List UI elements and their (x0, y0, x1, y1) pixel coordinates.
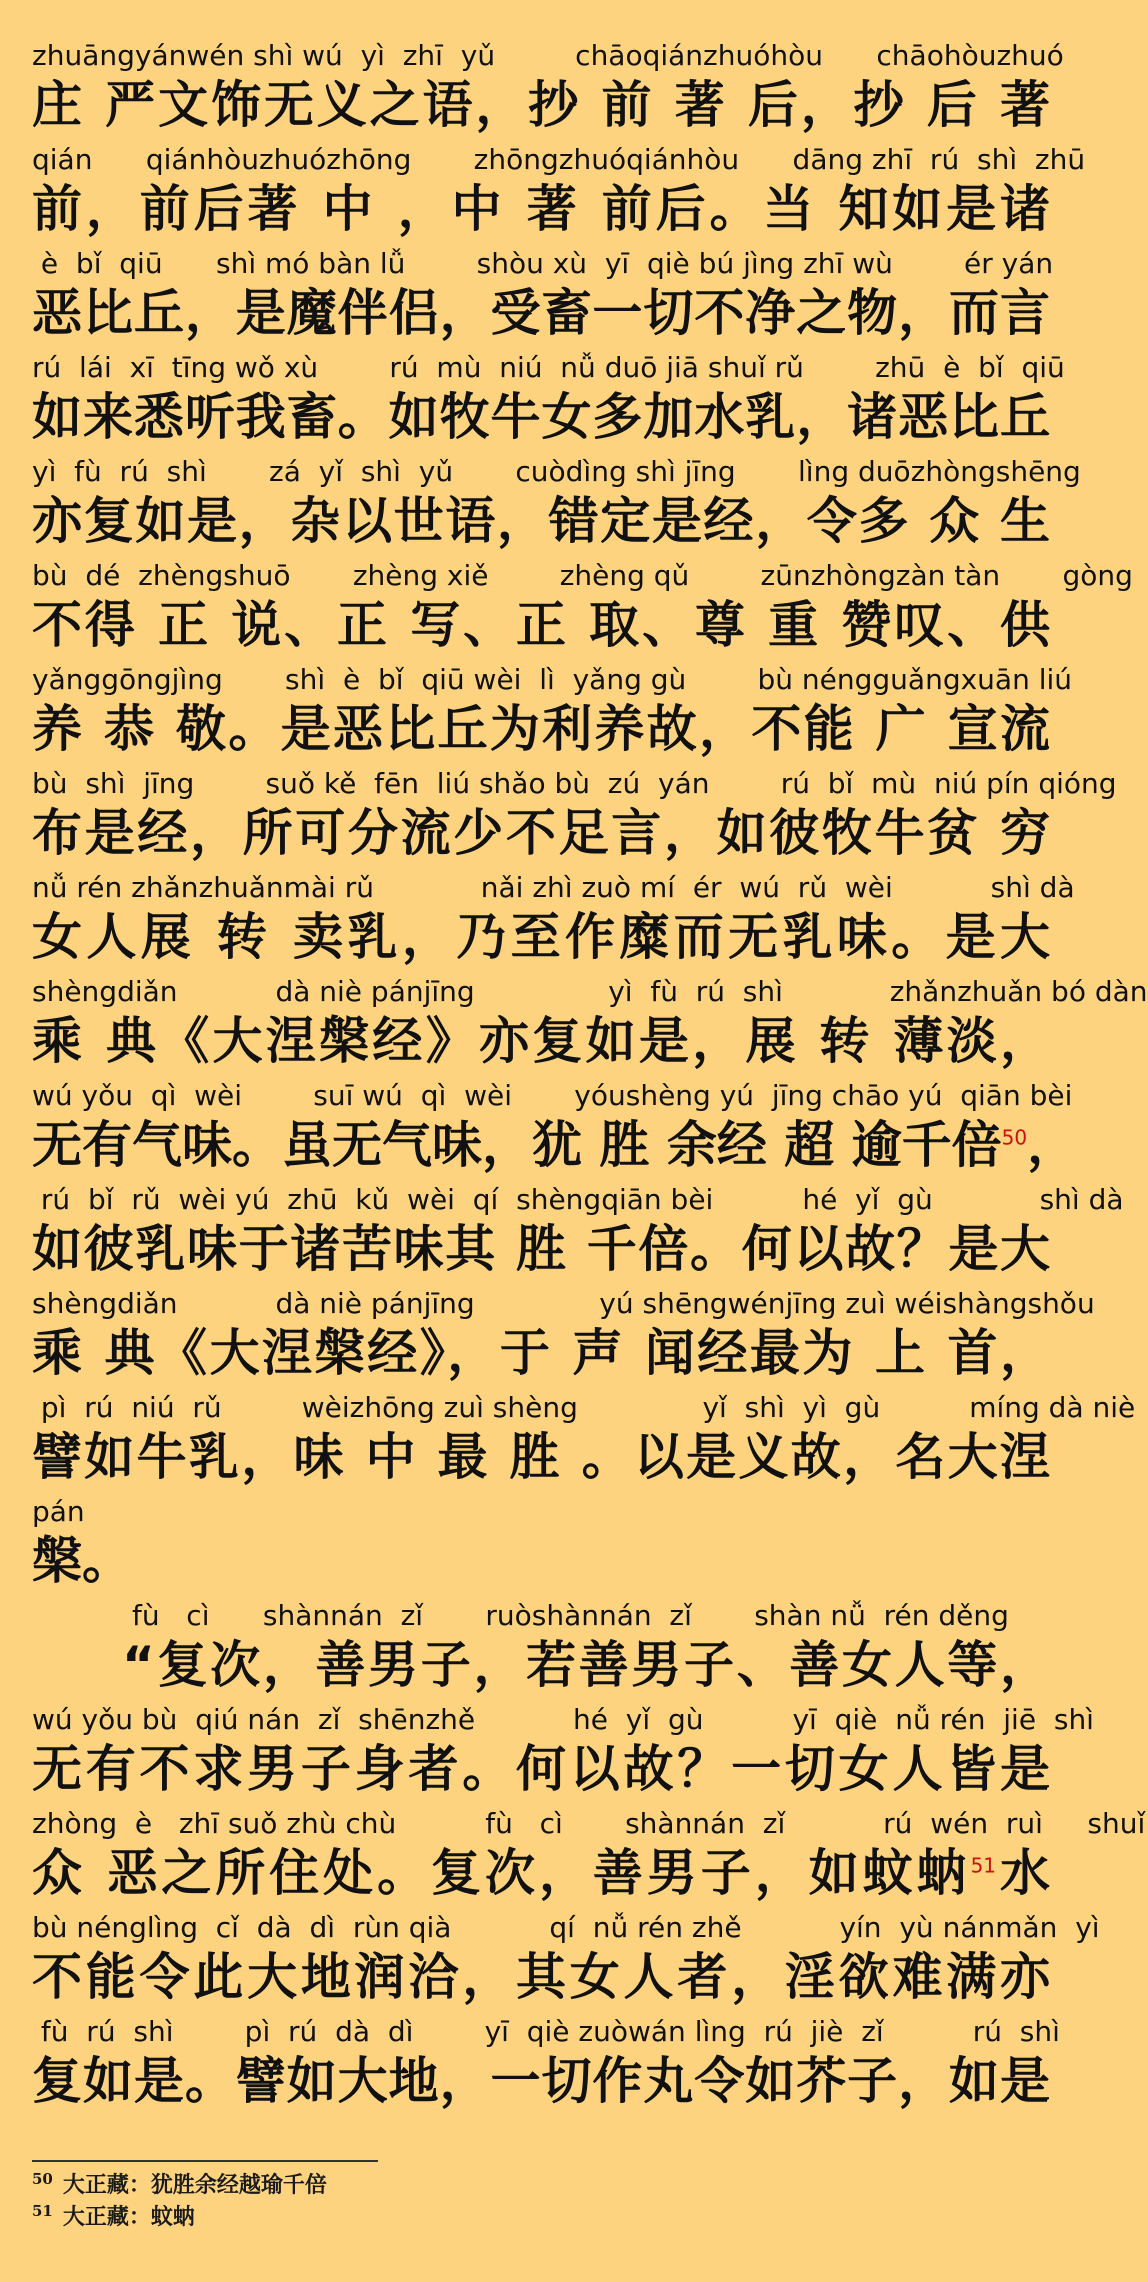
footnote-text: 大正藏：犹胜余经越瑜千倍 (62, 2172, 327, 2198)
chinese-text (32, 488, 1050, 554)
chinese-text (32, 1424, 1050, 1490)
chinese-text (32, 1008, 1050, 1074)
chinese-text (32, 1112, 1078, 1178)
text-line (32, 142, 1086, 246)
text-line (32, 558, 1133, 662)
text-line (32, 974, 1148, 1078)
text-line (32, 1806, 1146, 1910)
chinese-text-main: 众 恶之所住处。复次，善男子，如蚊蚋 (32, 1844, 971, 1902)
text-line (32, 38, 1064, 142)
chinese-text (32, 800, 1050, 866)
pinyin-text: shèngdiǎn dà niè pánjīng yì fù rú shì zhǎnzhuǎn bó dàn (32, 975, 1148, 1008)
chinese-text (32, 1216, 1050, 1282)
pinyin-text: qián qiánhòuzhuózhōng zhōngzhuóqiánhòu dāng zhī rú shì zhū (32, 143, 1086, 176)
text-line (32, 766, 1117, 870)
pinyin-text: fù cì shànnán zǐ ruòshànnán zǐ shàn nǚ rén děng (132, 1599, 1009, 1632)
chinese-text-main: 养 恭 敬。是恶比丘为利养故，不能 广 宣流 (32, 700, 1050, 758)
pinyin-text: zhòng è zhī suǒ zhù chù fù cì shànnán zǐ rú wén ruì shuǐ (32, 1807, 1146, 1840)
text-line (32, 1598, 1050, 1702)
pinyin-text: bù dé zhèngshuō zhèng xiě zhèng qǔ zūnzhòngzàn tàn gòng (32, 559, 1133, 592)
pinyin-text: wú yǒu bù qiú nán zǐ shēnzhě hé yǐ gù yī qiè nǚ rén jiē shì (32, 1703, 1094, 1736)
footnote-text: 大正藏：蚊蚋 (62, 2204, 195, 2230)
chinese-text-main: 乘 典《大涅槃经》亦复如是，展 转 薄淡， (32, 1012, 1050, 1070)
footnote-number: 50 (32, 2169, 53, 2188)
chinese-text (32, 1944, 1050, 2010)
chinese-text-main: 亦复如是，杂以世语，错定是经，令多 众 生 (32, 492, 1050, 550)
text-line (32, 870, 1075, 974)
chinese-text-main: 槃。 (32, 1532, 132, 1590)
chinese-text-main: 无有气味。虽无气味，犹 胜 余经 超 逾千倍 (32, 1116, 1002, 1174)
pinyin-text: pì rú niú rǔ wèizhōng zuì shèng yǐ shì yì gù míng dà niè (32, 1391, 1136, 1424)
chinese-text (32, 1840, 1050, 1906)
footnote-marker: 51 (970, 1853, 997, 1878)
text-line (32, 454, 1081, 558)
text-line (32, 350, 1065, 454)
chinese-text-main: 布是经，所可分流少不足言，如彼牧牛贫 穷 (32, 804, 1050, 862)
chinese-text-main: “复次，善男子，若善男子、善女人等， (122, 1636, 1050, 1694)
chinese-text (32, 280, 1050, 346)
pinyin-text: bù nénglìng cǐ dà dì rùn qià qí nǚ rén zhě yín yù nánmǎn yì (32, 1911, 1100, 1944)
pinyin-text: yǎnggōngjìng shì è bǐ qiū wèi lì yǎng gù bù néngguǎngxuān liú (32, 663, 1073, 696)
chinese-text-main: 不能令此大地润洽，其女人者，淫欲难满亦 (32, 1948, 1050, 2006)
chinese-text (32, 72, 1050, 138)
pinyin-text: bù shì jīng suǒ kě fēn liú shǎo bù zú yán rú bǐ mù niú pín qióng (32, 767, 1117, 800)
pinyin-text: rú bǐ rǔ wèi yú zhū kǔ wèi qí shèngqiān bèi hé yǐ gù shì dà (32, 1183, 1124, 1216)
pinyin-text: è bǐ qiū shì mó bàn lǚ shòu xù yī qiè bú jìng zhī wù ér yán (32, 247, 1054, 280)
chinese-text-main: 如来悉听我畜。如牧牛女多加水乳，诸恶比丘 (32, 388, 1050, 446)
chinese-text (32, 1632, 1050, 1698)
pinyin-text: pán (32, 1495, 85, 1528)
footnote-number: 51 (32, 2201, 53, 2220)
chinese-text (32, 1736, 1050, 1802)
chinese-text-main: 乘 典《大涅槃经》，于 声 闻经最为 上 首， (32, 1324, 1050, 1382)
chinese-text (32, 1528, 1050, 1594)
pinyin-text: zhuāngyánwén shì wú yì zhī yǔ chāoqiánzhuóhòu chāohòuzhuó (32, 39, 1064, 72)
pinyin-text: yì fù rú shì zá yǐ shì yǔ cuòdìng shì jīng lìng duōzhòngshēng (32, 455, 1081, 488)
chinese-text-main: 前，前后著 中 ，中 著 前后。当 知如是诸 (32, 180, 1050, 238)
chinese-text-main: 不得 正 说、正 写、正 取、尊 重 赞叹、供 (32, 596, 1050, 654)
chinese-text-main: 譬如牛乳，味 中 最 胜 。以是义故，名大涅 (32, 1428, 1050, 1486)
chinese-text (32, 384, 1050, 450)
footnote-50 (32, 2170, 732, 2200)
footnote-marker: 50 (1001, 1125, 1028, 1150)
text-line (32, 662, 1073, 766)
text-line (32, 1702, 1094, 1806)
pinyin-text: shèngdiǎn dà niè pánjīng yú shēngwénjīng zuì wéishàngshǒu (32, 1287, 1095, 1320)
text-line (32, 246, 1054, 350)
chinese-text-tail: ， (1027, 1116, 1078, 1174)
chinese-text (32, 1320, 1050, 1386)
footnote-divider (32, 2160, 378, 2162)
text-line (32, 1910, 1100, 2014)
pinyin-text: wú yǒu qì wèi suī wú qì wèi yóushèng yú jīng chāo yú qiān bèi (32, 1079, 1073, 1112)
chinese-text (32, 2048, 1050, 2114)
footnote-51 (32, 2202, 732, 2232)
chinese-text-main: 复如是。譬如大地，一切作丸令如芥子，如是 (32, 2052, 1050, 2110)
chinese-text-main: 女人展 转 卖乳，乃至作糜而无乳味。是大 (32, 908, 1050, 966)
chinese-text-main: 庄 严文饰无义之语，抄 前 著 后，抄 后 著 (32, 76, 1050, 134)
chinese-text (32, 696, 1050, 762)
chinese-text (32, 176, 1050, 242)
text-line (32, 2014, 1060, 2118)
chinese-text-main: 无有不求男子身者。何以故？一切女人皆是 (32, 1740, 1050, 1798)
text-line (32, 1182, 1124, 1286)
text-line (32, 1078, 1078, 1182)
text-line (32, 1494, 1050, 1598)
text-line (32, 1390, 1136, 1494)
chinese-text-tail: 水 (996, 1844, 1050, 1902)
chinese-text (32, 592, 1050, 658)
pinyin-text: nǚ rén zhǎnzhuǎnmài rǔ nǎi zhì zuò mí ér wú rǔ wèi shì dà (32, 871, 1075, 904)
chinese-text-main: 如彼乳味于诸苦味其 胜 千倍。何以故？是大 (32, 1220, 1050, 1278)
pinyin-text: fù rú shì pì rú dà dì yī qiè zuòwán lìng rú jiè zǐ rú shì (32, 2015, 1060, 2048)
pinyin-text: rú lái xī tīng wǒ xù rú mù niú nǚ duō jiā shuǐ rǔ zhū è bǐ qiū (32, 351, 1065, 384)
text-line (32, 1286, 1095, 1390)
chinese-text (32, 904, 1050, 970)
chinese-text-main: 恶比丘，是魔伴侣，受畜一切不净之物，而言 (32, 284, 1050, 342)
